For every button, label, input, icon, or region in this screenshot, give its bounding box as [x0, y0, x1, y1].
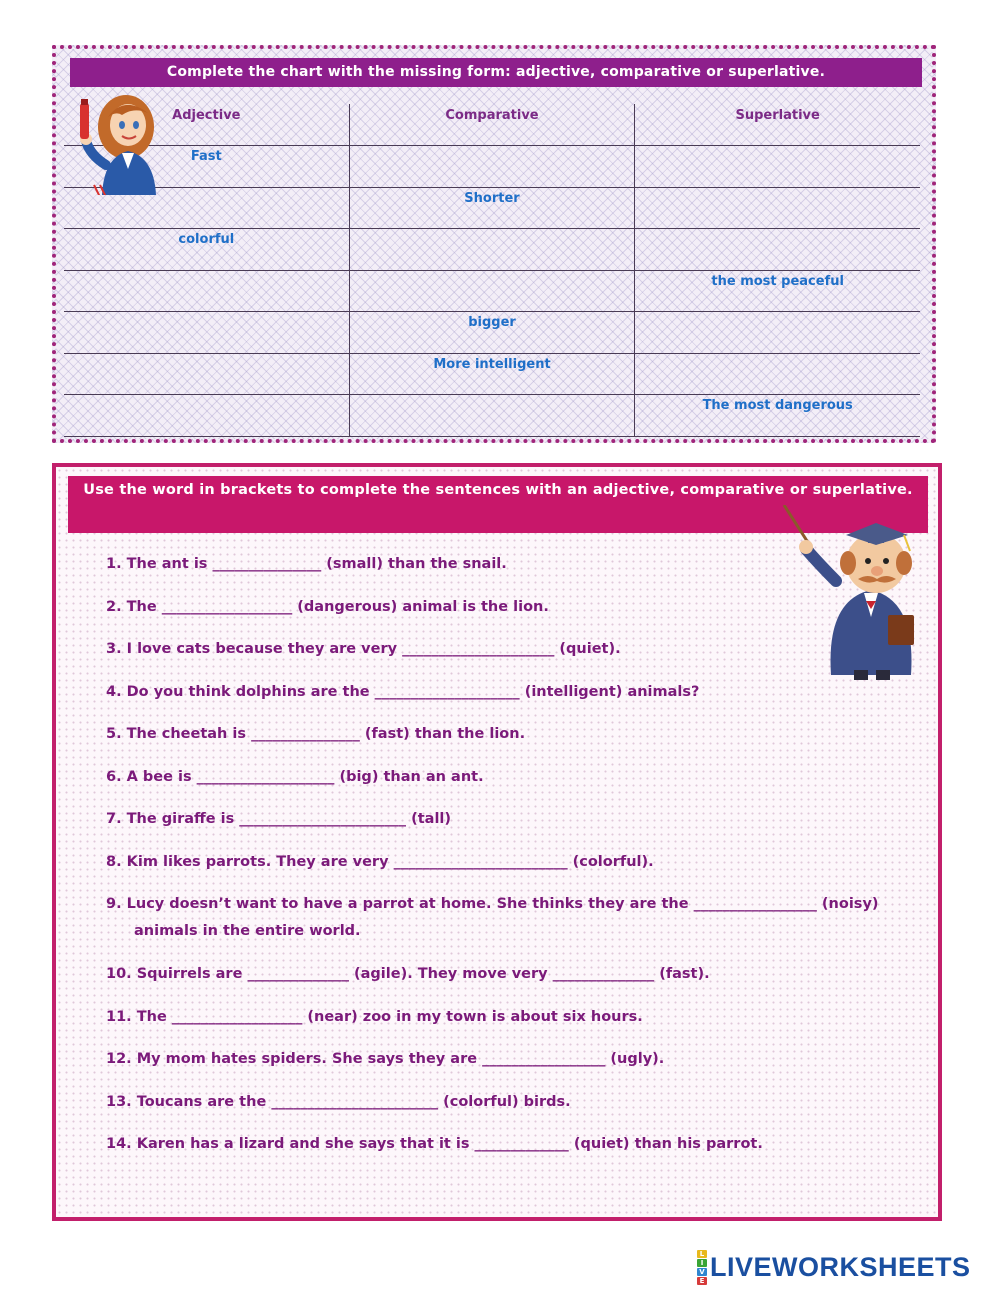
sentence-item: 5. The cheetah is _______________ (fast) than the lion.: [106, 726, 526, 742]
chart-row: [64, 395, 920, 437]
chart-row: [64, 188, 920, 230]
column-header-adjective: Adjective: [172, 108, 241, 123]
chart-row: [64, 146, 920, 188]
column-header-superlative: Superlative: [634, 104, 920, 145]
chart-cell-superlative[interactable]: [634, 354, 920, 395]
chart-cell-superlative: the most peaceful: [634, 271, 920, 312]
sentences-title: Use the word in brackets to complete the sentences with an adjective, comparative or superlative.: [68, 476, 928, 533]
chart-cell-superlative: The most dangerous: [634, 395, 920, 436]
sentence-item: 14. Karen has a lizard and she says that it is _____________ (quiet) than his parrot.: [106, 1136, 763, 1152]
chart-cell-adjective: colorful: [178, 232, 235, 247]
logo-block: E: [697, 1277, 707, 1285]
sentence-item: 8. Kim likes parrots. They are very ________________________ (colorful).: [106, 853, 654, 870]
logo-block: V: [697, 1268, 707, 1276]
chart-header-row: [64, 104, 920, 146]
sentence-item: 2. The __________________ (dangerous) animal is the lion.: [106, 598, 549, 615]
column-header-comparative: Comparative: [349, 104, 635, 145]
liveworksheets-logo[interactable]: [697, 1250, 971, 1284]
chart-cell-superlative[interactable]: [634, 229, 920, 270]
logo-block: L: [697, 1250, 707, 1258]
chart-cell-superlative[interactable]: [634, 188, 920, 229]
chart-table: [64, 104, 920, 437]
chart-cell-comparative[interactable]: [349, 271, 635, 312]
chart-title: Complete the chart with the missing form: adjective, comparative or superlative.: [70, 58, 922, 87]
girl-with-marker-illustration: [64, 85, 174, 195]
brand-name: LIVEWORKSHEETS: [710, 1251, 971, 1282]
chart-cell-comparative[interactable]: [349, 395, 635, 436]
sentence-item: 11. The __________________ (near) zoo in my town is about six hours.: [106, 1008, 643, 1025]
chart-cell-comparative: More intelligent: [349, 354, 635, 395]
sentence-item: 10. Squirrels are ______________ (agile). They move very ______________ (fast).: [106, 966, 710, 982]
chart-cell-comparative[interactable]: [349, 146, 635, 187]
chart-cell-adjective[interactable]: [64, 395, 349, 436]
chart-row: [64, 354, 920, 396]
chart-cell-comparative: Shorter: [349, 188, 635, 229]
sentence-item: 1. The ant is _______________ (small) than the snail.: [106, 556, 507, 572]
chart-cell-superlative[interactable]: [634, 146, 920, 187]
sentence-item: 3. I love cats because they are very _____________________ (quiet).: [106, 641, 621, 657]
sentences-section: [52, 463, 942, 1221]
sentence-item: 13. Toucans are the _______________________ (colorful) birds.: [106, 1093, 571, 1110]
sentence-item-9-line1: 9. Lucy doesn’t want to have a parrot at home. She thinks they are the _________________ (noisy): [106, 896, 879, 912]
chart-row: [64, 271, 920, 313]
chart-section: [52, 45, 936, 443]
logo-block: I: [697, 1259, 707, 1267]
sentence-item: 7. The giraffe is _______________________ (tall): [106, 811, 452, 827]
sentence-item: 12. My mom hates spiders. She says they are _________________ (ugly).: [106, 1051, 665, 1067]
chart-row: [64, 229, 920, 271]
chart-cell-adjective: Fast: [190, 149, 222, 164]
chart-cell-comparative[interactable]: [349, 229, 635, 270]
logo-blocks-icon: [697, 1250, 707, 1285]
chart-cell-superlative[interactable]: [634, 312, 920, 353]
sentence-item: 4. Do you think dolphins are the ____________________ (intelligent) animals?: [106, 683, 700, 700]
chart-row: [64, 312, 920, 354]
sentence-item: [106, 891, 936, 961]
chart-cell-comparative: bigger: [349, 312, 635, 353]
sentence-item-9-line2: animals in the entire world.: [134, 923, 361, 939]
chart-cell-adjective[interactable]: [64, 312, 349, 353]
sentence-item: 6. A bee is ___________________ (big) than an ant.: [106, 768, 484, 785]
chart-cell-adjective[interactable]: [64, 354, 349, 395]
professor-with-pointer-illustration: [776, 505, 941, 680]
chart-cell-adjective[interactable]: [64, 271, 349, 312]
